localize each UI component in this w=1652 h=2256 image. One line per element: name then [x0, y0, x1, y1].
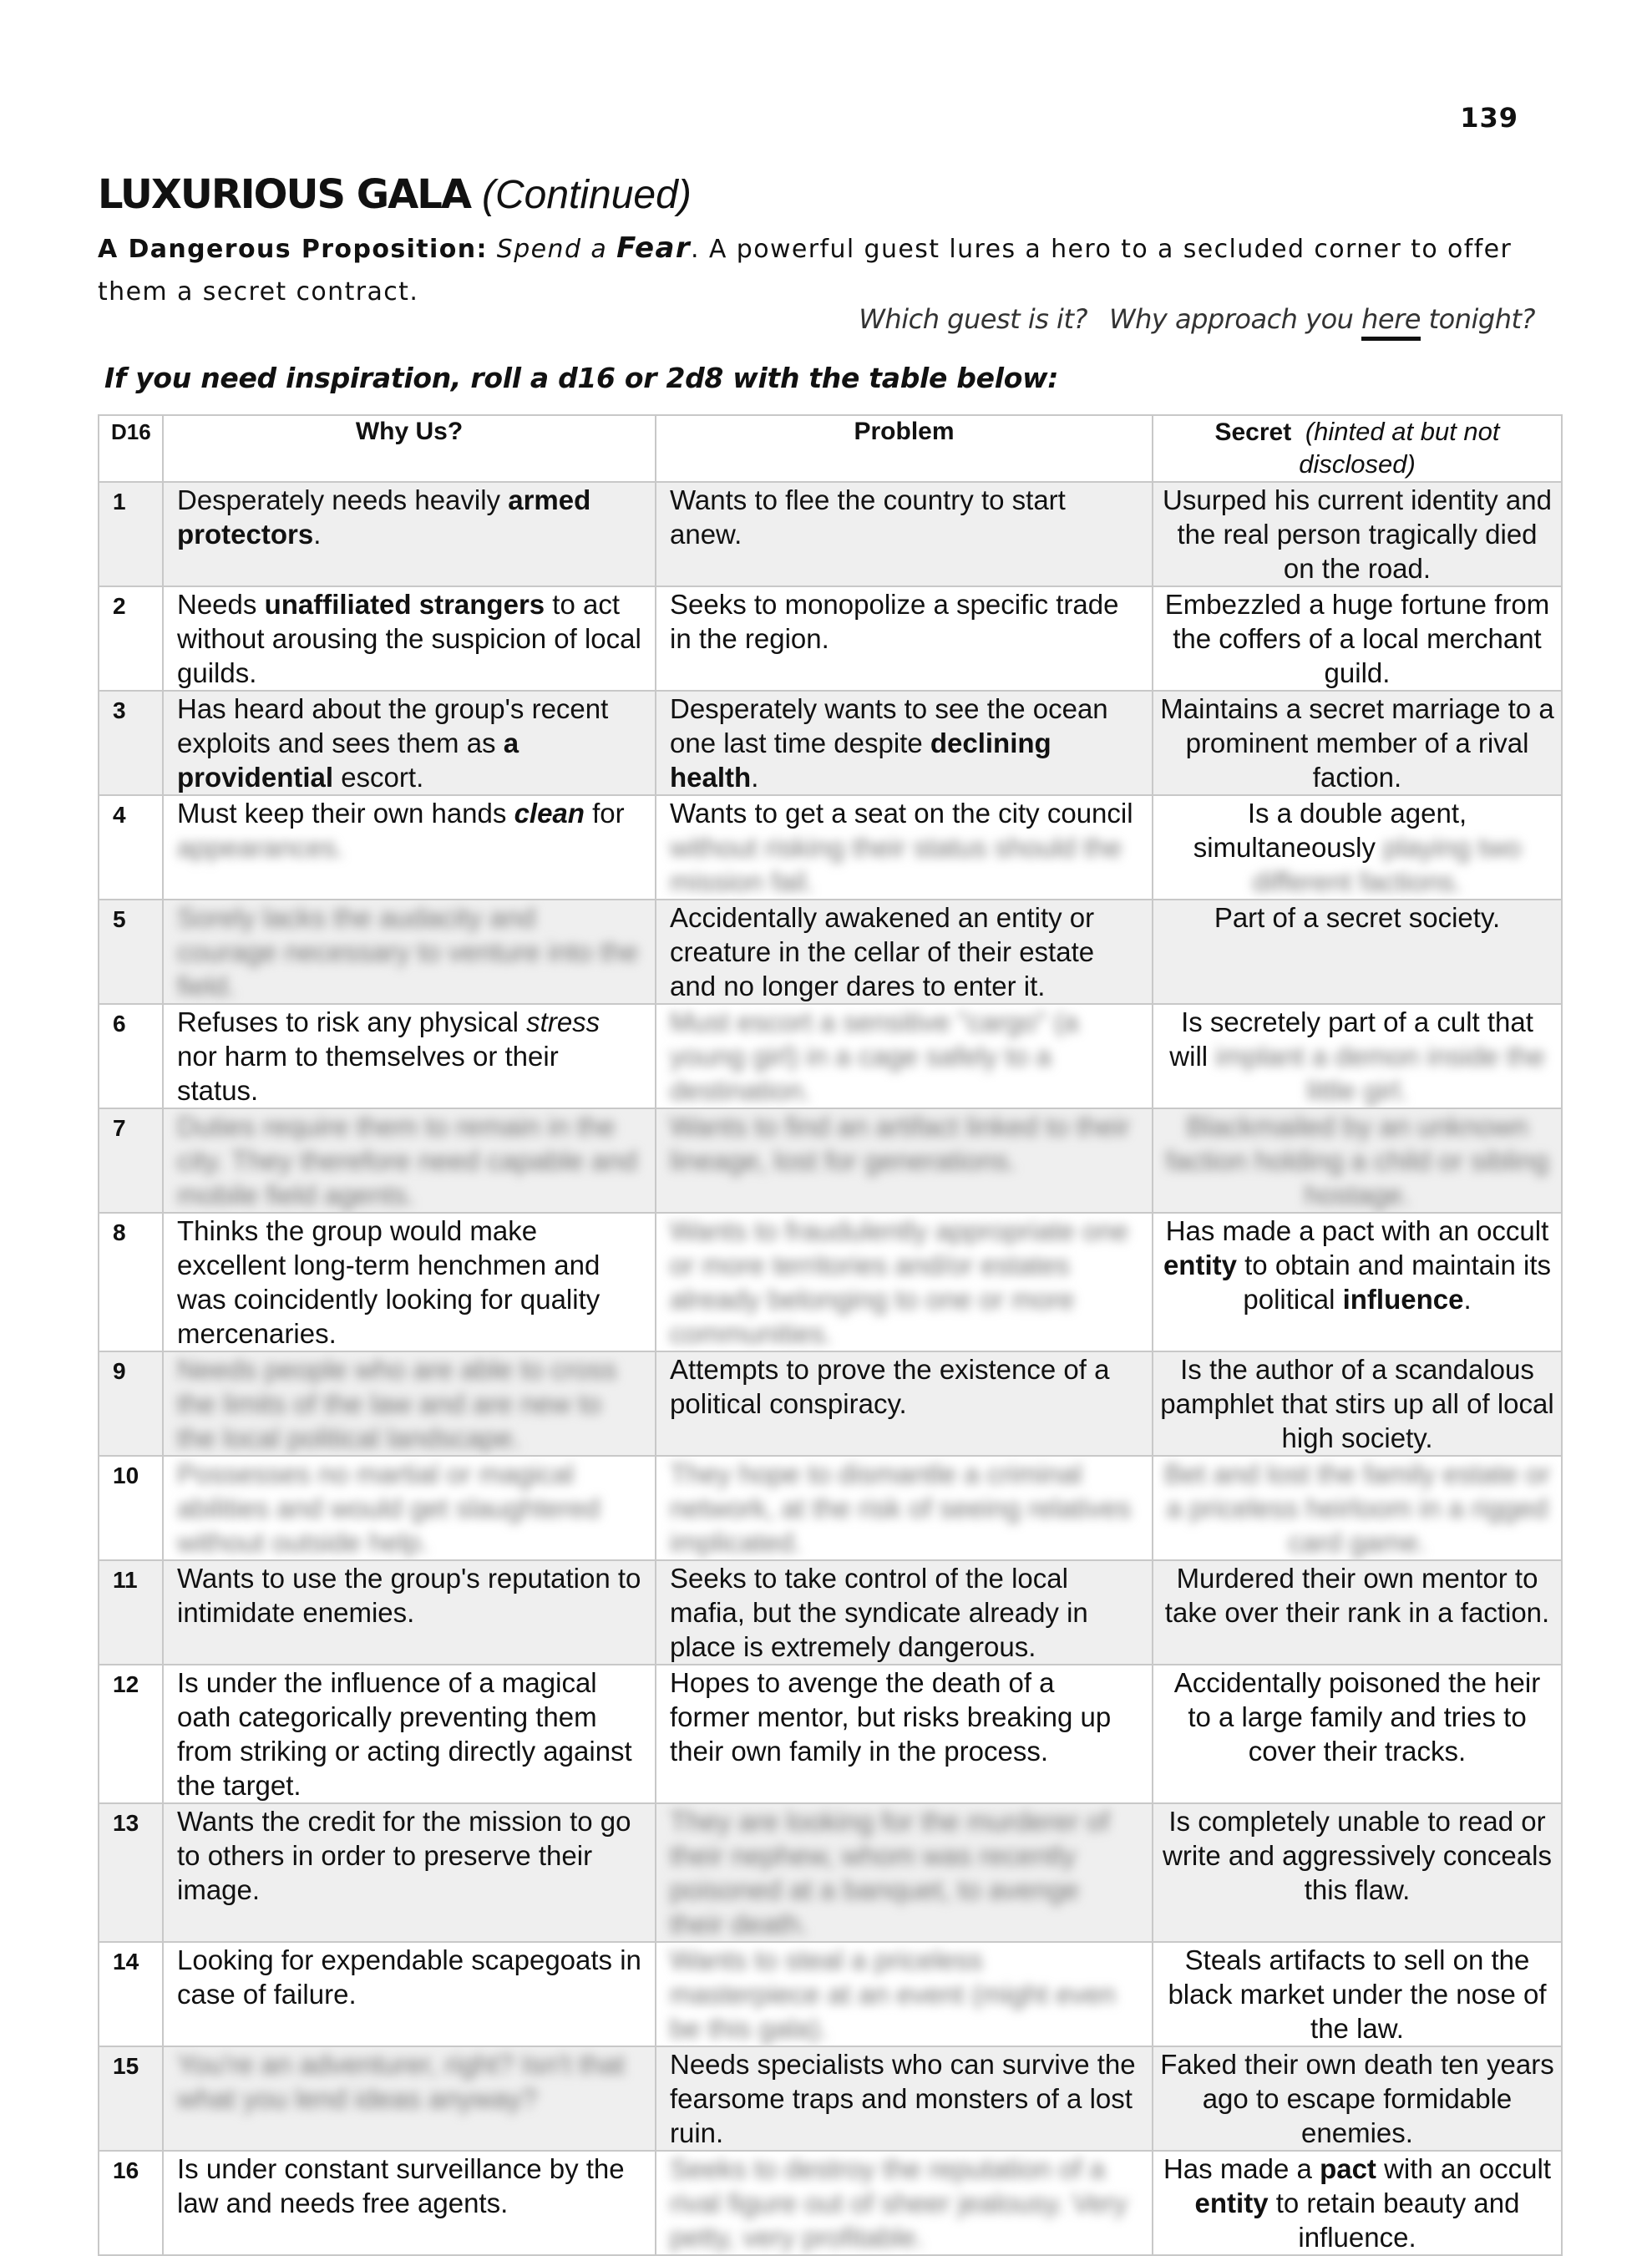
roll-number: 2	[99, 586, 163, 691]
cell-text: Desperately needs heavily	[177, 484, 509, 515]
secret-cell	[1153, 586, 1562, 691]
cell-text: declining health	[670, 727, 1052, 793]
cell-text: to obtain and maintain its political	[1236, 1250, 1552, 1315]
page-title	[98, 171, 692, 218]
page-number: 139	[1460, 102, 1518, 134]
problem-cell	[656, 1560, 1153, 1665]
header-d16: D16	[99, 415, 163, 482]
title-main: LUXURIOUS GALA	[98, 171, 470, 218]
cell-text: Wants the credit for the mission to go to others in order to preserve their image.	[177, 1806, 631, 1905]
blurred-text: playing two different factions.	[1252, 832, 1522, 897]
roll-number: 5	[99, 900, 163, 1004]
roll-number: 12	[99, 1665, 163, 1803]
why-us-cell	[163, 1108, 656, 1213]
cell-text: with an occult	[1376, 2153, 1552, 2184]
cell-text: Is under the influence of a magical oath categorically preventing them from striking or acting directly against the target.	[177, 1667, 632, 1801]
header-secret-note: (hinted at but not disclosed)	[1299, 417, 1500, 479]
table-row	[99, 1560, 1562, 1665]
blurred-text: Seeks to destroy the reputation of a rival figure out of sheer jealousy. Very petty, very profitable.	[670, 2153, 1128, 2253]
table-row	[99, 482, 1562, 586]
cell-text: Attempts to prove the existence of a political conspiracy.	[670, 1354, 1110, 1419]
blurred-text: Blackmailed by an unknown faction holding a child or sibling hostage.	[1165, 1111, 1549, 1210]
why-us-cell	[163, 1004, 656, 1108]
table-row	[99, 1665, 1562, 1803]
table-row	[99, 1942, 1562, 2046]
cell-text: Has made a	[1163, 2153, 1320, 2184]
secret-cell	[1153, 482, 1562, 586]
header-why-us: Why Us?	[163, 415, 656, 482]
cell-text: pact	[1320, 2153, 1376, 2184]
cell-text: nor harm to themselves or their status.	[177, 1041, 559, 1106]
table-row	[99, 1213, 1562, 1351]
cell-text: Accidentally poisoned the heir to a large family and tries to cover their tracks.	[1173, 1667, 1541, 1767]
cell-text: .	[1463, 1284, 1472, 1315]
cell-text: armed protectors	[177, 484, 591, 550]
why-us-cell	[163, 691, 656, 795]
why-us-cell	[163, 1213, 656, 1351]
blurred-text: without risking their status should the mission fail.	[670, 832, 1122, 897]
secret-cell	[1153, 1351, 1562, 1456]
cell-text: .	[751, 762, 759, 793]
cell-text: Looking for expendable scapegoats in case of failure.	[177, 1944, 641, 2010]
header-secret-label: Secret	[1214, 418, 1292, 446]
cell-text: .	[313, 519, 322, 550]
table-header-row	[99, 415, 1562, 482]
why-us-cell	[163, 482, 656, 586]
cell-text: unaffiliated strangers	[264, 589, 545, 620]
problem-cell	[656, 1942, 1153, 2046]
problem-cell	[656, 2046, 1153, 2151]
cell-text: Usurped his current identity and the real person tragically died on the road.	[1163, 484, 1552, 584]
cell-text: Accidentally awakened an entity or creature in the cellar of their estate and no longer dares to enter it.	[670, 902, 1095, 1001]
question-why-underlined: here	[1361, 303, 1421, 341]
table-row	[99, 1803, 1562, 1942]
why-us-cell	[163, 795, 656, 900]
cell-text: Is a double agent, simultaneously	[1193, 798, 1467, 863]
question-why-before: Why approach you	[1108, 303, 1354, 335]
roll-number: 13	[99, 1803, 163, 1942]
blurred-text: Wants to steal a priceless masterpiece at an event (might even be this gala).	[670, 1944, 1116, 2044]
proposition-spend: Spend a	[496, 235, 608, 264]
title-continued: (Continued)	[482, 173, 692, 217]
cell-text: to act without arousing the suspicion of local guilds.	[177, 589, 641, 688]
cell-text: Seeks to monopolize a specific trade in the region.	[670, 589, 1119, 654]
why-us-cell	[163, 1803, 656, 1942]
secret-cell	[1153, 1942, 1562, 2046]
cell-text: Needs specialists who can survive the fearsome traps and monsters of a lost ruin.	[670, 2049, 1136, 2148]
why-us-cell	[163, 1942, 656, 2046]
roll-number: 10	[99, 1456, 163, 1560]
roll-number: 1	[99, 482, 163, 586]
why-us-cell	[163, 586, 656, 691]
roll-number: 16	[99, 2151, 163, 2255]
guest-questions	[859, 303, 1535, 335]
blurred-text: Needs people who are able to cross the limits of the law and are new to the local political landscape.	[177, 1354, 617, 1453]
roll-number: 3	[99, 691, 163, 795]
blurred-text: Sorely lacks the audacity and courage necessary to venture into the field.	[177, 902, 639, 1001]
proposition-paragraph	[98, 227, 1518, 313]
cell-text: entity	[1194, 2188, 1269, 2218]
proposition-text: . A powerful guest lures a hero to a secluded corner to offer them a secret contract.	[98, 235, 1513, 307]
header-secret	[1153, 415, 1562, 482]
why-us-cell	[163, 1665, 656, 1803]
cell-text: Is under constant surveillance by the law and needs free agents.	[177, 2153, 625, 2218]
cell-text: influence	[1342, 1284, 1464, 1315]
why-us-cell	[163, 2046, 656, 2151]
cell-text: Steals artifacts to sell on the black market under the nose of the law.	[1168, 1944, 1547, 2044]
roll-number: 6	[99, 1004, 163, 1108]
roll-number: 8	[99, 1213, 163, 1351]
problem-cell	[656, 1456, 1153, 1560]
problem-cell	[656, 900, 1153, 1004]
secret-cell	[1153, 1665, 1562, 1803]
cell-text: Hopes to avenge the death of a former mentor, but risks breaking up their own family in the process.	[670, 1667, 1112, 1767]
problem-cell	[656, 586, 1153, 691]
secret-cell	[1153, 1456, 1562, 1560]
secret-cell	[1153, 691, 1562, 795]
cell-text: Thinks the group would make excellent long-term henchmen and was coincidently looking for quality mercenaries.	[177, 1215, 600, 1349]
question-why-after: tonight?	[1420, 303, 1535, 335]
table-row	[99, 691, 1562, 795]
cell-text: Must keep their own hands	[177, 798, 514, 829]
cell-text: Embezzled a huge fortune from the coffers of a local merchant guild.	[1164, 589, 1550, 688]
secret-cell	[1153, 900, 1562, 1004]
secret-cell	[1153, 1213, 1562, 1351]
cell-text: clean	[514, 798, 585, 829]
blurred-text: You're an adventurer, right? Isn't that what you lend ideas anyway?	[177, 2049, 626, 2114]
roll-number: 9	[99, 1351, 163, 1456]
blurred-text: Wants to find an artifact linked to their lineage, lost for generations.	[670, 1111, 1130, 1176]
cell-text: Murdered their own mentor to take over their rank in a faction.	[1164, 1563, 1550, 1628]
roll-number: 11	[99, 1560, 163, 1665]
problem-cell	[656, 1803, 1153, 1942]
blurred-text: Possesses no martial or magical abilities and would get slaughtered without outside help.	[177, 1458, 600, 1558]
question-why-approach	[1109, 303, 1535, 335]
why-us-cell	[163, 1456, 656, 1560]
blurred-text: They are looking for the murderer of their nephew, whom was recently poisoned at a banquet, to avenge their death.	[670, 1806, 1110, 1939]
cell-text: Refuses to risk any physical	[177, 1006, 527, 1037]
problem-cell	[656, 482, 1153, 586]
cell-text: Is completely unable to read or write and aggressively conceals this flaw.	[1163, 1806, 1552, 1905]
secret-cell	[1153, 2151, 1562, 2255]
cell-text: Wants to use the group's reputation to intimidate enemies.	[177, 1563, 641, 1628]
why-us-cell	[163, 1351, 656, 1456]
blurred-text: Must escort a sensitive "cargo" (a young girl) in a cage safely to a destination.	[670, 1006, 1079, 1106]
roll-number: 7	[99, 1108, 163, 1213]
why-us-cell	[163, 900, 656, 1004]
cell-text: a providential	[177, 727, 519, 793]
cell-text: escort.	[333, 762, 424, 793]
secret-cell	[1153, 2046, 1562, 2151]
blurred-text: Duties require them to remain in the city. They therefore need capable and mobile field agents.	[177, 1111, 637, 1210]
d16-table	[98, 414, 1563, 2256]
secret-cell	[1153, 795, 1562, 900]
blurred-text: Bet and lost the family estate or a priceless heirloom in a rigged card game.	[1163, 1458, 1551, 1558]
blurred-text: implant a demon inside the little girl.	[1208, 1041, 1545, 1106]
table-row	[99, 1456, 1562, 1560]
table-row	[99, 1108, 1562, 1213]
problem-cell	[656, 2151, 1153, 2255]
cell-text: stress	[526, 1006, 600, 1037]
secret-cell	[1153, 1004, 1562, 1108]
cell-text: Desperately wants to see the ocean one last time despite	[670, 693, 1108, 758]
cell-text: Needs	[177, 589, 265, 620]
cell-text: Seeks to take control of the local mafia, but the syndicate already in place is extremely dangerous.	[670, 1563, 1088, 1662]
cell-text: for	[584, 798, 625, 829]
problem-cell	[656, 1004, 1153, 1108]
problem-cell	[656, 1351, 1153, 1456]
blurred-text: They hope to dismantle a criminal network, at the risk of seeing relatives implicated.	[670, 1458, 1132, 1558]
problem-cell	[656, 1665, 1153, 1803]
cell-text: Has made a pact with an occult	[1165, 1215, 1549, 1246]
secret-cell	[1153, 1803, 1562, 1942]
cell-text: to retain beauty and influence.	[1268, 2188, 1520, 2253]
cell-text: Part of a secret society.	[1214, 902, 1501, 933]
table-row	[99, 1351, 1562, 1456]
roll-number: 4	[99, 795, 163, 900]
cell-text: Has heard about the group's recent exploits and sees them as	[177, 693, 609, 758]
blurred-text: appearances.	[177, 832, 344, 863]
table-row	[99, 1004, 1562, 1108]
cell-text: Faked their own death ten years ago to escape formidable enemies.	[1160, 2049, 1554, 2148]
table-row	[99, 586, 1562, 691]
cell-text: Maintains a secret marriage to a prominent member of a rival faction.	[1160, 693, 1554, 793]
cell-text: Is the author of a scandalous pamphlet that stirs up all of local high society.	[1160, 1354, 1554, 1453]
cell-text: Wants to flee the country to start anew.	[670, 484, 1066, 550]
roll-number: 15	[99, 2046, 163, 2151]
problem-cell	[656, 795, 1153, 900]
table-row	[99, 2046, 1562, 2151]
table-row	[99, 900, 1562, 1004]
header-problem: Problem	[656, 415, 1153, 482]
cell-text: entity	[1163, 1250, 1237, 1280]
why-us-cell	[163, 1560, 656, 1665]
problem-cell	[656, 691, 1153, 795]
secret-cell	[1153, 1560, 1562, 1665]
question-which-guest: Which guest is it?	[859, 303, 1087, 335]
inspiration-heading: If you need inspiration, roll a d16 or 2d8 with the table below:	[104, 362, 1059, 394]
cell-text: Is secretely part of a cult that will	[1169, 1006, 1533, 1072]
proposition-fear: Fear	[616, 231, 692, 265]
problem-cell	[656, 1108, 1153, 1213]
roll-number: 14	[99, 1942, 163, 2046]
table-row	[99, 2151, 1562, 2255]
blurred-text: Wants to fraudulently appropriate one or more territories and/or estates already belonging to one or more communities.	[670, 1215, 1129, 1349]
problem-cell	[656, 1213, 1153, 1351]
cell-text: Wants to get a seat on the city council	[670, 798, 1133, 829]
secret-cell	[1153, 1108, 1562, 1213]
table-row	[99, 795, 1562, 900]
why-us-cell	[163, 2151, 656, 2255]
proposition-label: A Dangerous Proposition:	[98, 235, 488, 264]
